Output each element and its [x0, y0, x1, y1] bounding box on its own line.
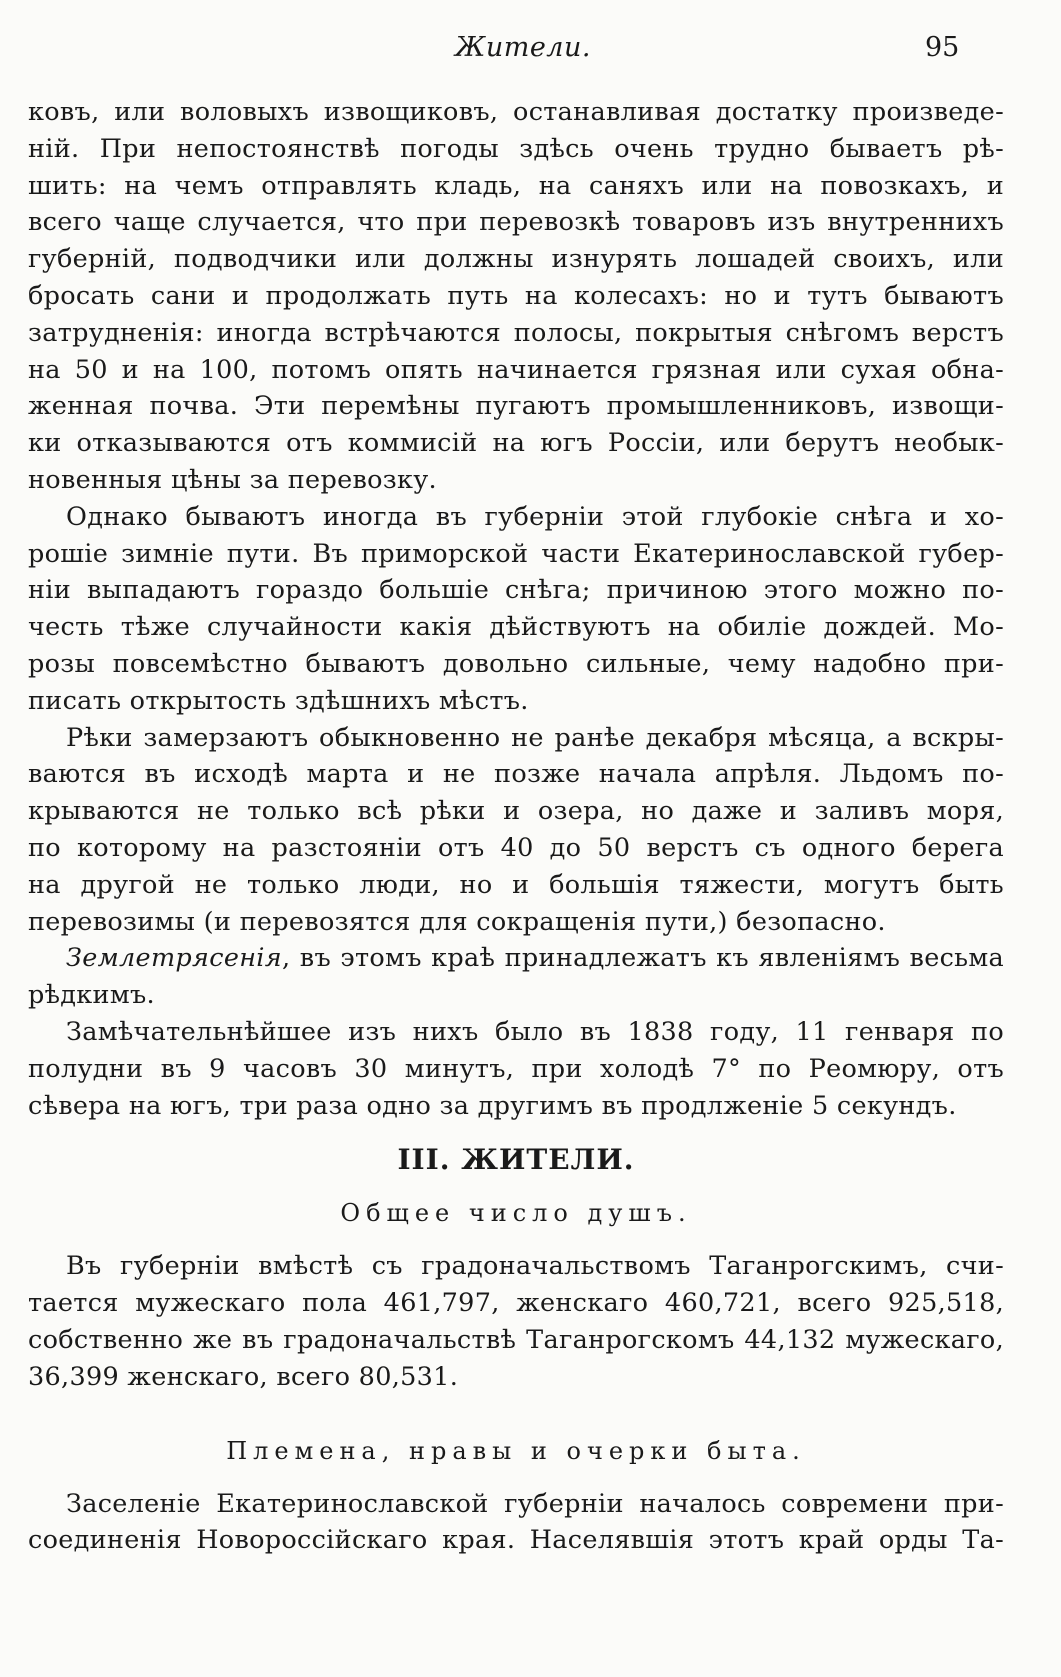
- text-line: крываются не только всѣ рѣки и озера, но даже и заливъ моря,: [28, 796, 1004, 827]
- text-line: на 50 и на 100, потомъ опять начинается грязная или сухая обна-: [28, 354, 1004, 385]
- text-run: , въ этомъ краѣ принадлежатъ къ явленіямъ весьма: [281, 943, 1004, 974]
- text-line: шить: на чемъ отправлять кладь, на саняхъ или на повозкахъ, и: [28, 170, 1004, 201]
- text-line: по которому на разстояніи отъ 40 до 50 верстъ съ одного берега: [28, 832, 1004, 863]
- subsection-title: Общее число душъ.: [340, 1199, 692, 1228]
- paragraph: [28, 1486, 1004, 1560]
- text-line: полудни въ 9 часовъ 30 минутъ, при холодѣ 7° по Реомюру, отъ: [28, 1053, 1004, 1084]
- text-line: затрудненія: иногда встрѣчаются полосы, покрытыя снѣгомъ верстъ: [28, 317, 1004, 348]
- text-line: рѣдкимъ.: [28, 980, 155, 1011]
- text-line: сѣвера на югъ, три раза одно за другимъ въ продлженіе 5 секундъ.: [28, 1090, 957, 1121]
- page-header: [0, 28, 1061, 68]
- spacer: [28, 1396, 1004, 1426]
- paragraph: [28, 499, 1004, 720]
- text-line: бросать сани и продолжать путь на колесахъ: но и тутъ бываютъ: [28, 280, 1004, 311]
- text-line: новенныя цѣны за перевозку.: [28, 464, 437, 495]
- text-line: Замѣчательнѣйшее изъ нихъ было въ 1838 году, 11 генваря по: [66, 1016, 1004, 1047]
- paragraph: [28, 94, 1004, 499]
- text-line: ковъ, или воловыхъ извощиковъ, останавливая достатку произведе-: [28, 97, 1004, 127]
- text-line: ки отказываются отъ коммисій на югъ Россіи, или берутъ необык-: [28, 428, 1004, 459]
- paragraph: [28, 1248, 1004, 1395]
- page-number: 95: [925, 32, 960, 63]
- text-line: губерній, подводчики или должны изнурять лошадей своихъ, или: [28, 244, 1004, 275]
- text-line: Въ губерніи вмѣстѣ съ градоначальствомъ Таганрогскимъ, счи-: [66, 1251, 1004, 1282]
- text-line: на другой не только люди, но и большія тяжести, могутъ быть: [28, 869, 1004, 900]
- text-line: ній. При непостоянствѣ погоды здѣсь очень трудно бываетъ рѣ-: [28, 133, 1004, 164]
- spacer: [28, 1238, 1004, 1248]
- text-line: всего чаще случается, что при перевозкѣ товаровъ изъ внутреннихъ: [28, 207, 1004, 238]
- text-line: [28, 940, 1004, 977]
- text-line: женная почва. Эти перемѣны пугаютъ промышленниковъ, извощи-: [28, 391, 1004, 422]
- text-line: 36,399 женскаго, всего 80,531.: [28, 1361, 459, 1392]
- subsection-title: Племена, нравы и очерки быта.: [226, 1436, 806, 1465]
- paragraph: [28, 1014, 1004, 1124]
- spacer: [28, 1476, 1004, 1486]
- paragraph: [28, 720, 1004, 941]
- text-line: Заселеніе Екатеринославской губерніи началось современи при-: [66, 1488, 1004, 1519]
- text-line: соединенія Новороссійскаго края. Населявшія этотъ край орды Та-: [28, 1525, 1004, 1556]
- text-line: собственно же въ градоначальствѣ Таганрогскомъ 44,132 мужескаго,: [28, 1324, 1004, 1355]
- text-line: ніи выпадаютъ гораздо большіе снѣга; причиною этого можно по-: [28, 575, 1004, 606]
- text-line: перевозимы (и перевозятся для сокращенія пути,) безопасно.: [28, 906, 886, 937]
- italic-term: Землетрясенія: [66, 943, 282, 974]
- paragraph: [28, 940, 1004, 1014]
- text-line: рошіе зимніе пути. Въ приморской части Екатеринославской губер-: [28, 538, 1004, 569]
- text-line: Рѣки замерзаютъ обыкновенно не ранѣе декабря мѣсяца, а вскры-: [66, 722, 1004, 753]
- text-line: розы повсемѣстно бываютъ довольно сильные, чему надобно при-: [28, 648, 1004, 679]
- text-line: писать открытость здѣшнихъ мѣстъ.: [28, 685, 529, 716]
- text-line: Однако бываютъ иногда въ губерніи этой глубокіе снѣга и хо-: [66, 501, 1004, 532]
- section-title: III. ЖИТЕЛИ.: [397, 1143, 635, 1177]
- text-line: ваются въ исходѣ марта и не позже начала апрѣля. Льдомъ по-: [28, 759, 1004, 790]
- text-line: честь тѣже случайности какія дѣйствуютъ на обиліе дождей. Мо-: [28, 612, 1004, 643]
- text-line: тается мужескаго пола 461,797, женскаго 460,721, всего 925,518,: [28, 1288, 1004, 1319]
- running-title: Жители.: [455, 32, 591, 63]
- body-text: [28, 94, 1004, 1559]
